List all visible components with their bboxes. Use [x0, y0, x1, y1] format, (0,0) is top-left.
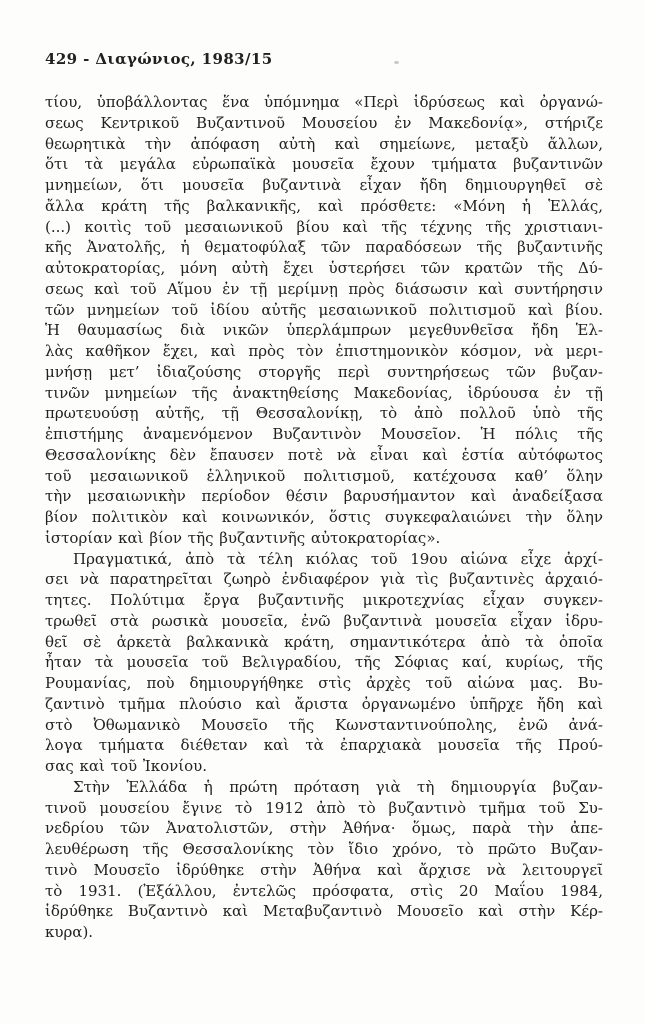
- text-line: ἦταν τὰ μουσεῖα τοῦ Βελιγραδίου, τῆς Σόφιας καί, κυρίως, τῆς: [45, 653, 603, 672]
- text-line: νεδρίου τῶν Ἀνατολιστῶν, στὴν Ἀθήνα· ὅμως, παρὰ τὴν ἀπε-: [45, 819, 603, 838]
- text-line: βίον πολιτικὸν καὶ κοινωνικόν, ὅστις συγκεφαλαιώνει τὴν ὅλην: [45, 508, 603, 526]
- text-line: μνήσῃ μετ’ ἰδιαζούσης στοργῆς περὶ συντηρήσεως τῶν βυζαν-: [45, 362, 603, 381]
- text-line: τρωθεῖ στὰ ρωσικὰ μουσεῖα, ἐνῶ βυζαντινὰ μουσεῖα εἶχαν ἱδρυ-: [45, 611, 603, 630]
- text-line: Ἡ θαυμασίως διὰ νικῶν ὑπερλάμπρων μεγεθυνθεῖσα ἤδη Ἑλ-: [45, 321, 603, 340]
- text-line: σεως καὶ τοῦ Αἵμου ἐν τῇ μερίμνῃ πρὸς διάσωσιν καὶ συντήρησιν: [45, 279, 603, 298]
- text-line: τινὸ Μουσεῖο ἱδρύθηκε στὴν Ἀθήνα καὶ ἄρχισε νὰ λειτουργεῖ: [45, 860, 603, 879]
- text-line: τοῦ μεσαιωνικοῦ ἑλληνικοῦ πολιτισμοῦ, κατέχουσα καθ’ ὅλην: [45, 466, 603, 485]
- text-line: Θεσσαλονίκης δὲν ἔπαυσεν ποτὲ νὰ εἶναι καὶ ἑστία αὐτόφωτος: [45, 445, 603, 464]
- text-line: θεωρητικὰ τὴν ἀπόφαση αὐτὴ καὶ σημείωνε, μεταξὺ ἄλλων,: [45, 134, 603, 153]
- body-text: [45, 92, 603, 943]
- text-line: μνημείων, ὅτι μουσεῖα βυζαντινὰ εἶχαν ἤδη δημιουργηθεῖ σὲ: [45, 176, 603, 194]
- text-line: λογα τμήματα διέθεταν καὶ τὰ ἐπαρχιακὰ μουσεῖα τῆς Πρού-: [45, 736, 603, 755]
- text-line: τινοῦ μουσείου ἔγινε τὸ 1912 ἀπὸ τὸ βυζαντινὸ τμῆμα τοῦ Συ-: [45, 798, 603, 817]
- text-line: Πραγματικά, ἀπὸ τὰ τέλη κιόλας τοῦ 19ου αἰώνα εἶχε ἀρχί-: [73, 549, 603, 568]
- text-line: κῆς Ἀνατολῆς, ἡ θεματοφύλαξ τῶν παραδόσεων τῆς βυζαντινῆς: [45, 238, 603, 257]
- text-line: θεῖ σὲ ἀρκετὰ βαλκανικὰ κράτη, σημαντικότερα ἀπὸ τὰ ὁποῖα: [45, 632, 603, 651]
- scan-speck: [394, 61, 399, 64]
- text-line: τινῶν μνημείων τῆς ἀνακτηθείσης Μακεδονίας, ἱδρύουσα ἐν τῇ: [45, 383, 603, 402]
- text-line: αὐτοκρατορίας, μόνη αὐτὴ ἔχει ὑστερήσει τῶν κρατῶν τῆς Δύ-: [45, 259, 603, 277]
- text-line: ἄλλα κράτη τῆς βαλκανικῆς, καὶ πρόσθετε: «Μόνη ἡ Ἑλλάς,: [45, 196, 603, 215]
- text-line: πρωτευούσῃ αὐτῆς, τῇ Θεσσαλονίκῃ, τὸ ἀπὸ πολλοῦ ὑπὸ τῆς: [45, 404, 603, 423]
- text-line: στὸ Ὀθωμανικὸ Μουσεῖο τῆς Κωνσταντινούπολης, ἐνῶ ἀνά-: [45, 715, 603, 734]
- text-line: λευθέρωση τῆς Θεσσαλονίκης τὸν ἴδιο χρόνο, τὸ πρῶτο Βυζαν-: [45, 840, 603, 858]
- text-line: Ρουμανίας, ποὺ δημιουργήθηκε στὶς ἀρχὲς τοῦ αἰώνα μας. Βυ-: [45, 674, 603, 692]
- text-line: τίου, ὑποβάλλοντας ἕνα ὑπόμνημα «Περὶ ἱδρύσεως καὶ ὀργανώ-: [45, 93, 603, 111]
- text-line: τητες. Πολύτιμα ἔργα βυζαντινῆς μικροτεχνίας εἶχαν συγκεν-: [45, 591, 603, 609]
- text-line: τῶν μνημείων τοῦ ἰδίου αὐτῆς μεσαιωνικοῦ πολιτισμοῦ καὶ βίου.: [45, 300, 603, 319]
- text-line: σει νὰ παρατηρεῖται ζωηρὸ ἐνδιαφέρον γιὰ τὶς βυζαντινὲς ἀρχαιό-: [45, 570, 603, 589]
- text-line: ὅτι τὰ μεγάλα εὐρωπαϊκὰ μουσεῖα ἔχουν τμήματα βυζαντινῶν: [45, 155, 603, 174]
- text-line: σας καὶ τοῦ Ἰκονίου.: [45, 757, 208, 775]
- page-header: 429 - Διαγώνιος, 1983/15: [45, 50, 273, 68]
- text-line: (...) κοιτὶς τοῦ μεσαιωνικοῦ βίου καὶ τῆς τέχνης τῆς χριστιανι-: [45, 217, 603, 236]
- text-line: ἐπιστήμης ἀναμενόμενον Βυζαντινὸν Μουσεῖον. Ἡ πόλις τῆς: [45, 425, 603, 443]
- text-line: τὴν μεσαιωνικὴν περίοδον θέσιν βαρυσήμαντον καὶ ἀναδείξασα: [45, 487, 603, 506]
- text-line: Στὴν Ἑλλάδα ἡ πρώτη πρόταση γιὰ τὴ δημιουργία βυζαν-: [73, 777, 603, 796]
- text-line: ζαντινὸ τμῆμα πλούσιο καὶ ἄριστα ὀργανωμένο ὑπῆρχε ἤδη καὶ: [45, 694, 603, 713]
- text-line: λὰς καθῆκον ἔχει, καὶ πρὸς τὸν ἐπιστημονικὸν κόσμον, νὰ μερι-: [45, 342, 603, 360]
- text-line: ἱστορίαν καὶ βίον τῆς βυζαντινῆς αὐτοκρατορίας».: [45, 528, 441, 547]
- text-line: κυρα).: [45, 923, 94, 941]
- text-line: σεως Κεντρικοῦ Βυζαντινοῦ Μουσείου ἐν Μακεδονίᾳ», στήριζε: [45, 113, 603, 132]
- text-line: τὸ 1931. (Ἐξάλλου, ἐντελῶς πρόσφατα, στὶς 20 Μαΐου 1984,: [45, 881, 603, 900]
- text-line: ἱδρύθηκε Βυζαντινὸ καὶ Μεταβυζαντινὸ Μουσεῖο καὶ στὴν Κέρ-: [45, 902, 603, 921]
